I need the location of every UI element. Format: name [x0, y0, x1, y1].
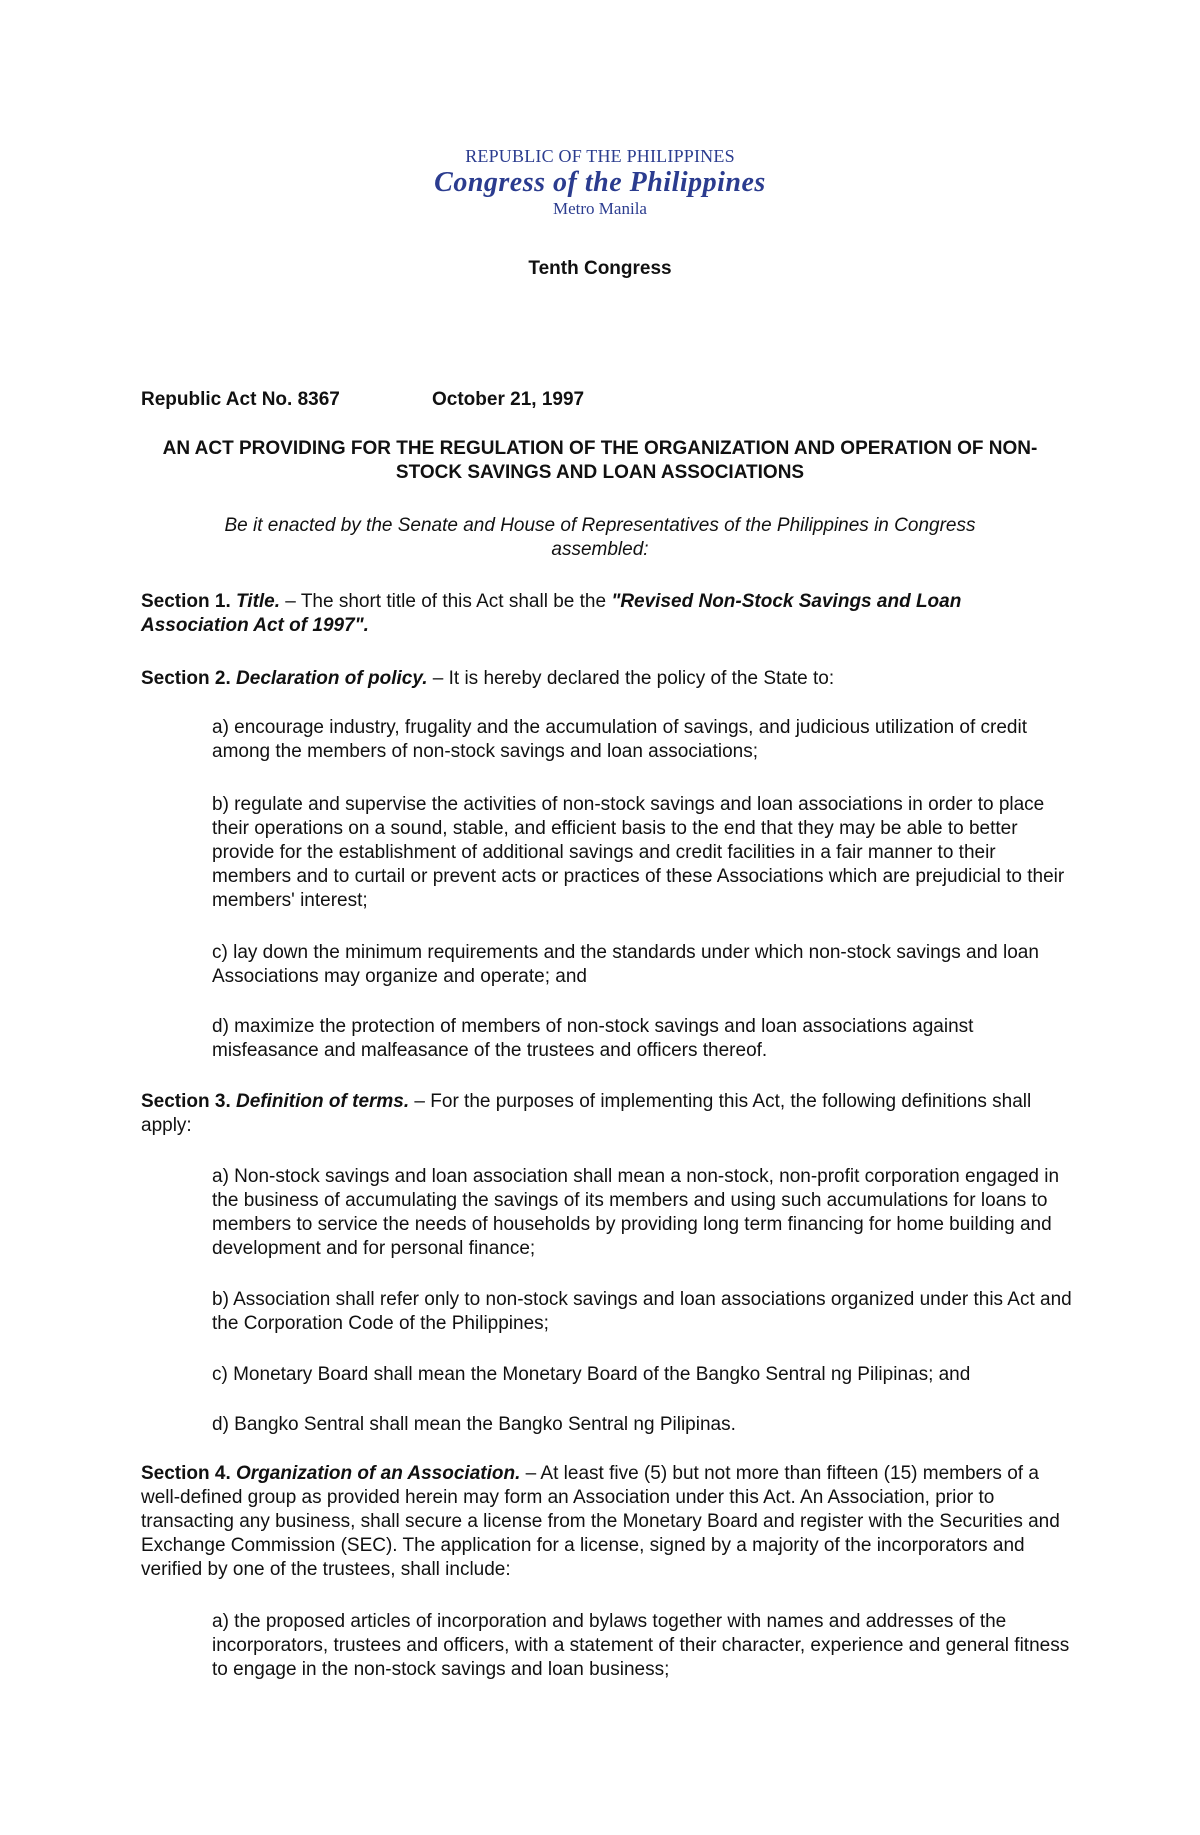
- section-3-item-c: c) Monetary Board shall mean the Monetary Board of the Bangko Sentral ng Pilipinas; and: [212, 1364, 971, 1385]
- section-3-item-b: b) Association shall refer only to non-stock savings and loan associations organized under this Act and the Corporation Code of the Philippines;: [212, 1289, 1072, 1334]
- section-3-item-d: d) Bangko Sentral shall mean the Bangko Sentral ng Pilipinas.: [212, 1414, 736, 1435]
- section-4-item-a: a) the proposed articles of incorporation and bylaws together with names and addresses of the incorporators, trustees and officers, with a statement of their character, experience and general fitness to engage in the non-stock savings and loan business;: [212, 1611, 1070, 1680]
- section-1: [141, 590, 1061, 638]
- section-3: [141, 1090, 1061, 1138]
- act-number: Republic Act No. 8367: [141, 389, 340, 410]
- section-3-item-a: a) Non-stock savings and loan association shall mean a non-stock, non-profit corporation engaged in the business of accumulating the savings of its members and using such accumulations for loans to members to service the needs of households by providing long term financing for home building and development and for personal finance;: [212, 1166, 1060, 1259]
- section-2-item-b: b) regulate and supervise the activities of non-stock savings and loan associations in order to place their operations on a sound, stable, and efficient basis to the end that they may be able to better provide for the establishment of additional savings and credit facilities in a fair manner to their members and to curtail or prevent acts or practices of these Associations which are prejudicial to their members' interest;: [212, 794, 1065, 911]
- section-title: Title.: [236, 591, 281, 612]
- short-title: "Revised Non-Stock Savings and Loan Association Act of 1997".: [141, 591, 962, 636]
- section-text: – The short title of this Act shall be the: [280, 591, 612, 612]
- section-2: [141, 667, 1061, 691]
- section-2-item-c: c) lay down the minimum requirements and the standards under which non-stock savings and loan Associations may organize and operate; and: [212, 942, 1039, 987]
- section-label: Section 1.: [141, 591, 231, 612]
- section-title: Definition of terms.: [236, 1091, 410, 1112]
- enacting-clause: Be it enacted by the Senate and House of Representatives of the Philippines in Congress assembled:: [224, 515, 976, 560]
- section-label: Section 4.: [141, 1463, 231, 1484]
- section-text: – For the purposes of implementing this Act, the following definitions shall apply:: [141, 1091, 1032, 1136]
- section-4: [141, 1462, 1061, 1582]
- act-title: AN ACT PROVIDING FOR THE REGULATION OF THE ORGANIZATION AND OPERATION OF NON-STOCK SAVINGS AND LOAN ASSOCIATIONS: [162, 438, 1038, 483]
- congress-number: Tenth Congress: [528, 258, 672, 279]
- header-republic: REPUBLIC OF THE PHILIPPINES: [465, 146, 735, 166]
- header-congress-name: Congress of the Philippines: [434, 167, 766, 198]
- section-2-item-d: d) maximize the protection of members of non-stock savings and loan associations against misfeasance and malfeasance of the trustees and officers thereof.: [212, 1016, 974, 1061]
- act-date: October 21, 1997: [432, 389, 585, 410]
- section-label: Section 2.: [141, 668, 231, 689]
- section-text: – It is hereby declared the policy of the State to:: [427, 668, 835, 689]
- header-location: Metro Manila: [553, 199, 647, 218]
- section-title: Declaration of policy.: [236, 668, 428, 689]
- section-label: Section 3.: [141, 1091, 231, 1112]
- section-2-item-a: a) encourage industry, frugality and the accumulation of savings, and judicious utilization of credit among the members of non-stock savings and loan associations;: [212, 717, 1027, 762]
- section-title: Organization of an Association.: [236, 1463, 521, 1484]
- section-text: – At least five (5) but not more than fifteen (15) members of a well-defined group as provided herein may form an Association under this Act. An Association, prior to transacting any business, shall secure a license from the Monetary Board and register with the Securities and Exchange Commission (SEC). The application for a license, signed by a majority of the incorporators and verified by one of the trustees, shall include:: [141, 1463, 1060, 1580]
